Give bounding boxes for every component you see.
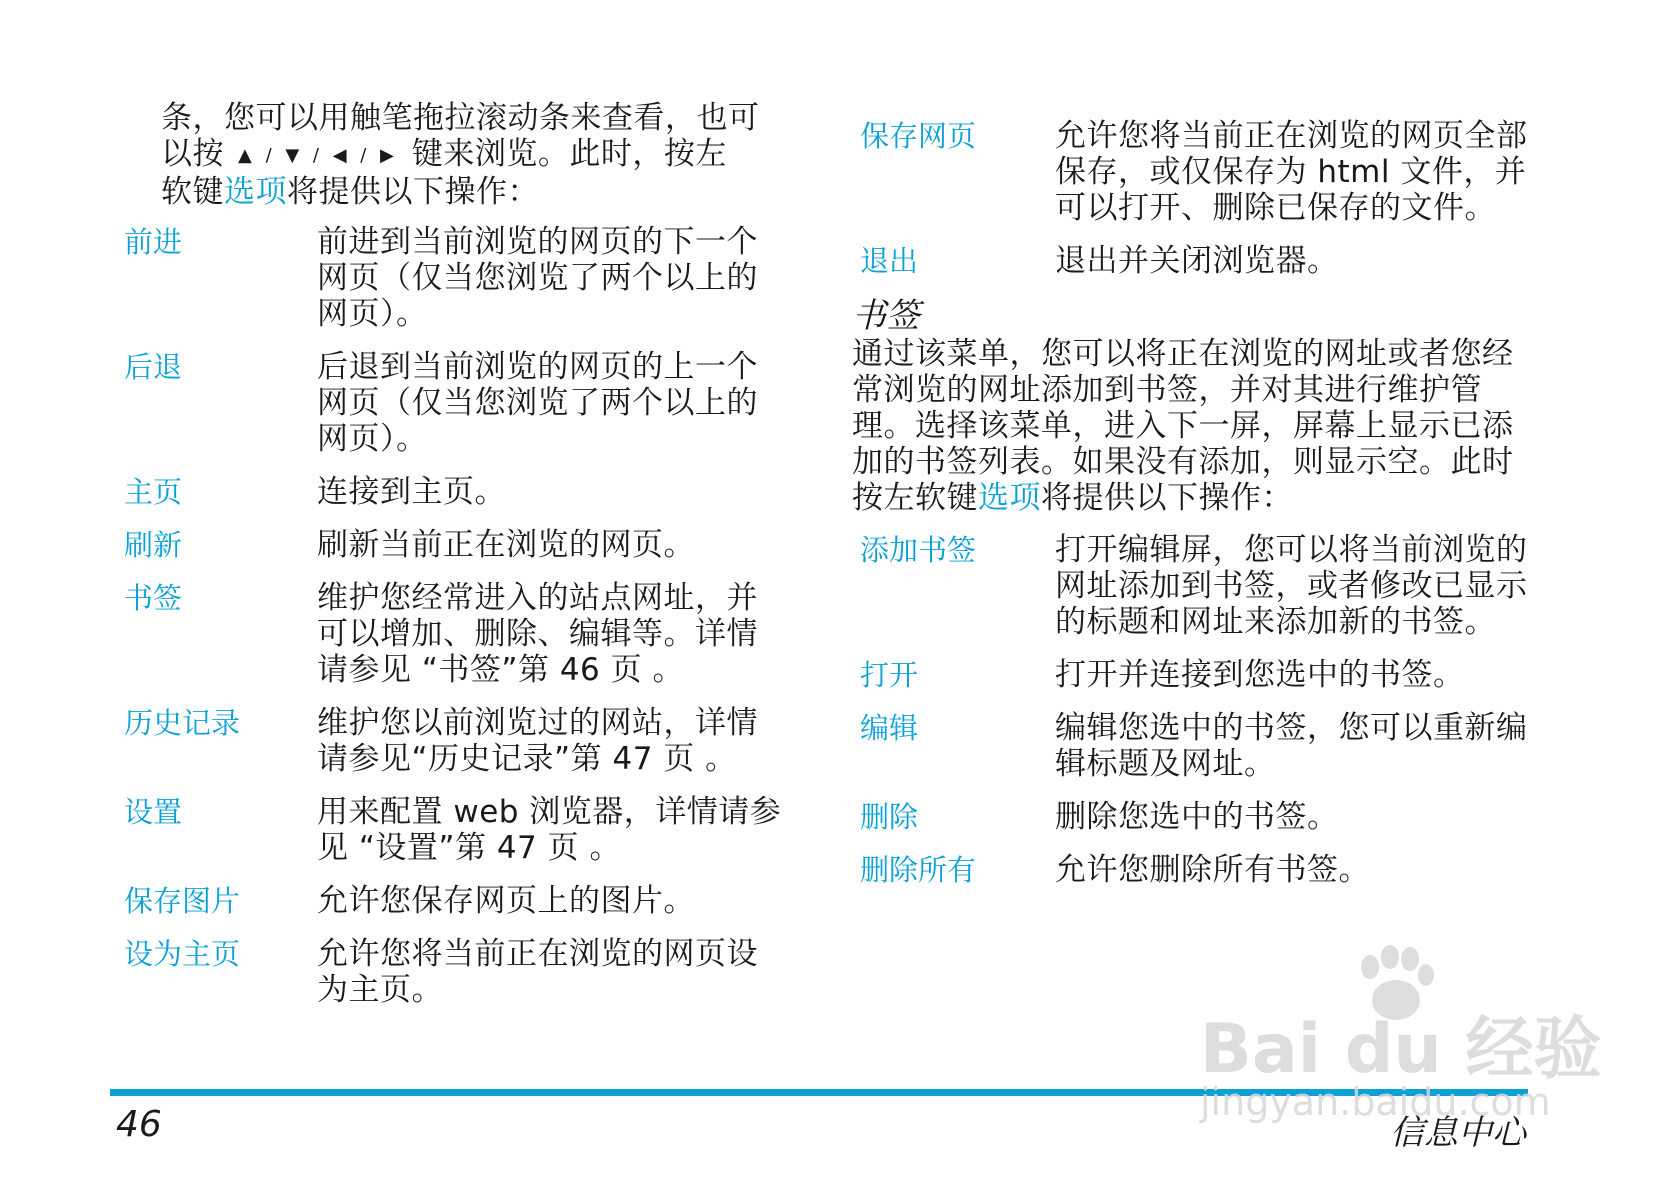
option-item — [860, 657, 1530, 693]
watermark-url: jingyan.baidu.com — [1200, 1080, 1551, 1124]
option-description: 用来配置 web 浏览器，详情请参见 “设置”第 47 页 。 — [317, 794, 782, 866]
option-item — [124, 936, 784, 1008]
option-description: 打开编辑屏，您可以将当前浏览的网址添加到书签，或者修改已显示的标题和网址来添加新的书签。 — [1055, 532, 1528, 640]
option-term: 主页 — [124, 475, 183, 509]
option-term: 设为主页 — [124, 937, 241, 971]
option-item — [124, 883, 784, 919]
option-item — [124, 794, 784, 866]
options-keyword: 选项 — [224, 174, 287, 210]
option-description: 维护您以前浏览过的网站，详情请参见“历史记录”第 47 页 。 — [317, 705, 758, 777]
option-term: 后退 — [124, 350, 183, 384]
option-term: 保存网页 — [860, 119, 977, 153]
option-term: 编辑 — [860, 711, 919, 745]
footer-section-name: 信息中心 — [1390, 1113, 1526, 1153]
option-item — [860, 118, 1530, 226]
option-item — [124, 705, 784, 777]
intro-line-3-end: 将提供以下操作： — [287, 174, 539, 210]
option-item — [860, 243, 1530, 279]
option-description: 维护您经常进入的站点网址，并可以增加、删除、编辑等。详情请参见 “书签”第 46 页 。 — [317, 580, 758, 688]
option-term: 设置 — [124, 795, 183, 829]
option-item — [860, 799, 1530, 835]
option-term: 刷新 — [124, 528, 183, 562]
option-description: 打开并连接到您选中的书签。 — [1055, 657, 1465, 693]
option-term: 退出 — [860, 244, 919, 278]
intro-line-2-end: 键来浏览。此时，按左 — [411, 136, 727, 172]
option-description: 退出并关闭浏览器。 — [1055, 243, 1339, 279]
bookmark-intro-end: 将提供以下操作： — [1041, 480, 1293, 516]
option-item — [124, 580, 784, 688]
option-description: 允许您保存网页上的图片。 — [317, 883, 695, 919]
option-term: 删除所有 — [860, 853, 977, 887]
options-list — [124, 224, 784, 1008]
option-term: 书签 — [124, 581, 183, 615]
option-item — [124, 527, 784, 563]
options-keyword: 选项 — [978, 480, 1041, 516]
option-description: 刷新当前正在浏览的网页。 — [317, 527, 695, 563]
option-description: 允许您删除所有书签。 — [1055, 852, 1370, 888]
option-term: 添加书签 — [860, 533, 977, 567]
option-item — [860, 852, 1530, 888]
option-description: 允许您将当前正在浏览的网页设为主页。 — [317, 936, 758, 1008]
option-term: 删除 — [860, 800, 919, 834]
option-item — [860, 532, 1530, 640]
option-description: 连接到主页。 — [317, 474, 506, 510]
option-description: 允许您将当前正在浏览的网页全部保存，或仅保存为 html 文件，并可以打开、删除已保存的文件。 — [1055, 118, 1528, 226]
bookmark-intro-paragraph — [852, 336, 1530, 516]
navigation-arrows-icon: ▲ / ▼ / ◀ / ▶ — [238, 145, 398, 166]
option-term: 保存图片 — [124, 884, 241, 918]
option-description: 前进到当前浏览的网页的下一个网页（仅当您浏览了两个以上的网页）。 — [317, 224, 758, 332]
page-number: 46 — [116, 1104, 162, 1145]
option-item — [124, 474, 784, 510]
option-term: 打开 — [860, 658, 919, 692]
section-title: 书签 — [852, 296, 920, 336]
intro-paragraph — [124, 100, 784, 210]
watermark-brand: Bai du 经验 — [1200, 1010, 1602, 1089]
left-column — [124, 100, 784, 1025]
option-description: 编辑您选中的书签，您可以重新编辑标题及网址。 — [1055, 710, 1528, 782]
option-item — [124, 224, 784, 332]
option-item — [860, 710, 1530, 782]
right-column — [852, 118, 1530, 905]
intro-line-2-start: 以按 — [161, 136, 224, 172]
bookmark-options-list — [860, 532, 1530, 888]
options-list-continued — [860, 118, 1530, 279]
intro-line-3-start: 软键 — [161, 174, 224, 210]
intro-line-1: 条，您可以用触笔拖拉滚动条来查看，也可 — [161, 100, 760, 136]
bookmark-intro-text: 通过该菜单，您可以将正在浏览的网址或者您经常浏览的网址添加到书签，并对其进行维护管理。选择该菜单，进入下一屏，屏幕上显示已添加的书签列表。如果没有添加，则显示空。此时按左软键 — [852, 336, 1514, 516]
option-description: 删除您选中的书签。 — [1055, 799, 1339, 835]
option-term: 前进 — [124, 225, 183, 259]
option-description: 后退到当前浏览的网页的上一个网页（仅当您浏览了两个以上的网页）。 — [317, 349, 758, 457]
option-term: 历史记录 — [124, 706, 241, 740]
option-item — [124, 349, 784, 457]
